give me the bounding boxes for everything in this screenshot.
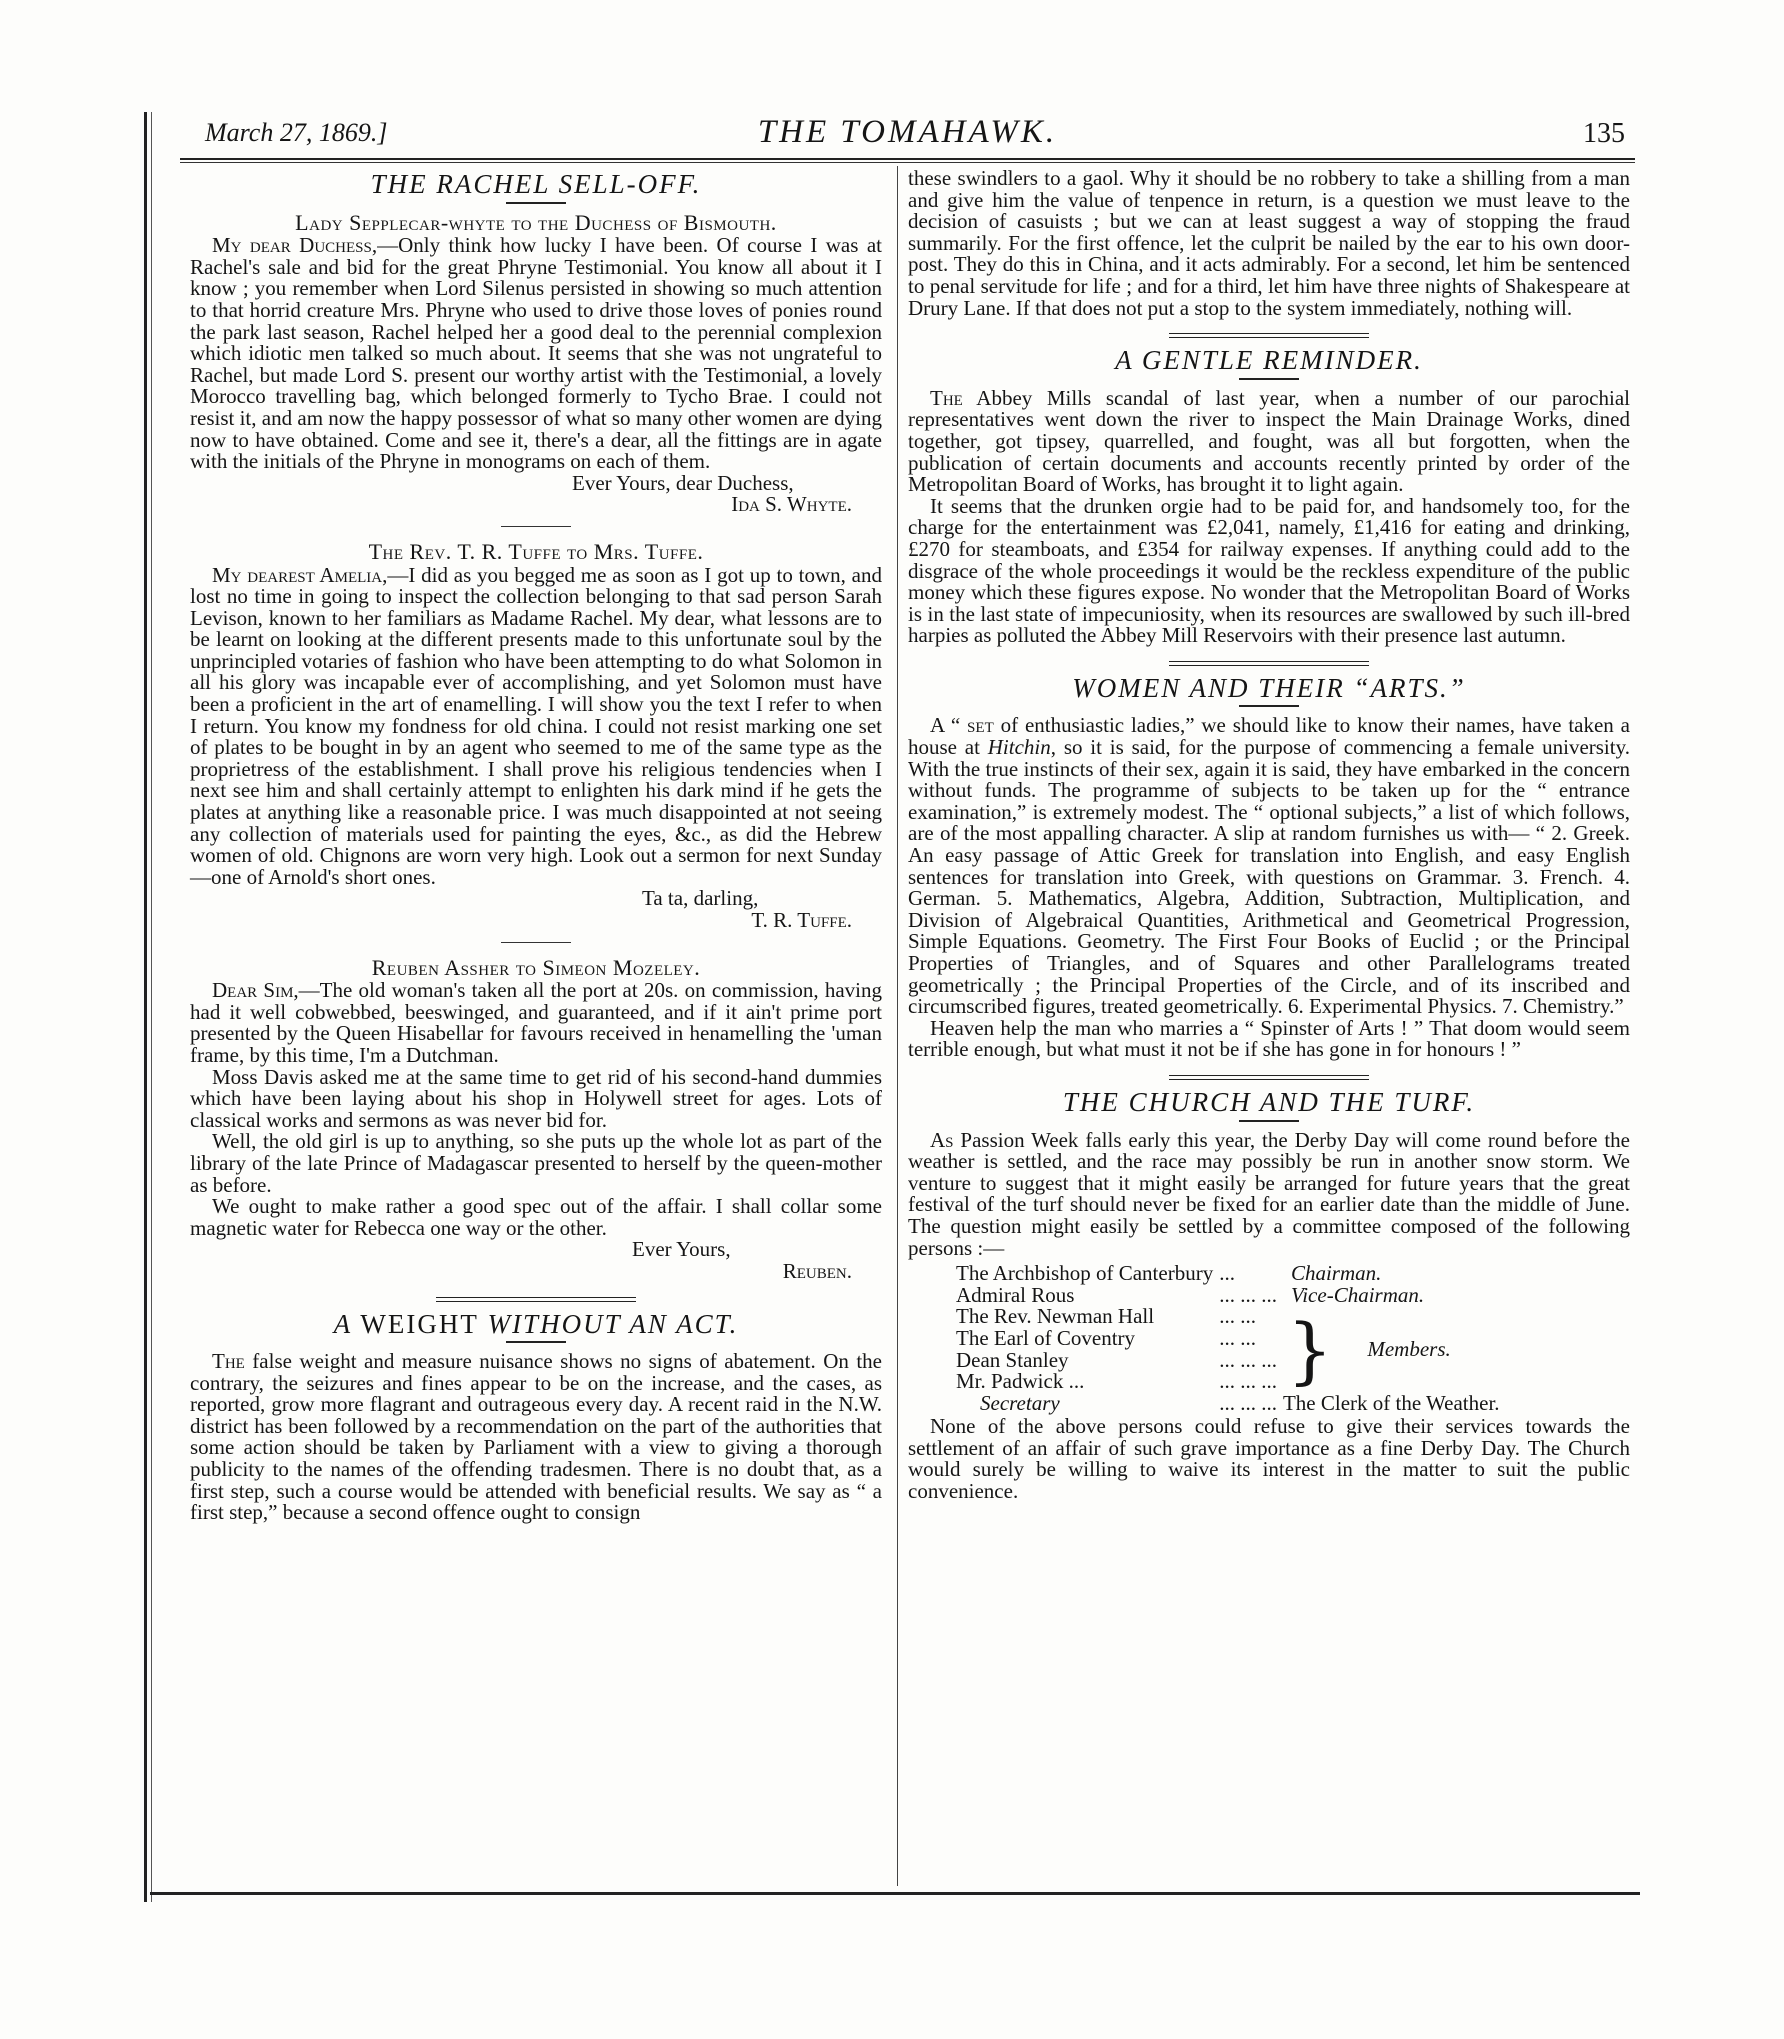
letter-closing: Ever Yours,: [632, 1237, 731, 1262]
committee-row: Mr. Padwick ... ... ... ...: [956, 1369, 1277, 1394]
issue-date: March 27, 1869.]: [205, 118, 388, 147]
committee-row: The Earl of Coventry ... ...: [956, 1325, 1256, 1350]
article-body-continued: these swindlers to a gaol. Why it should be no robbery to take a shilling from a man and give him the value of tenpence in return, is a question we must leave to the decision of casuists ; but we can at least suggest a way of stopping the fraud summarily. For the first offence, let the culprit be nailed by the ear to his own door-post. They do this in China, and it acts admirably. For a second, let him be sentenced to penal servitude for life ; and for a third, let him have three nights of Shakespeare at Drury Lane. If that does not put a stop to the system immediately, nothing will.: [908, 166, 1630, 320]
place-name: Hitchin: [987, 735, 1051, 760]
committee-row: Dean Stanley ... ... ...: [956, 1347, 1277, 1372]
title-rule: [506, 1341, 566, 1343]
letter-body: My dear Duchess,—Only think how lucky I have been. Of course I was at Rachel's sale and bid for the great Phryne Testimonial. You know all about it I know ; you remember when Lord Silenus persisted in showing so much attention to that horrid creature Mrs. Phryne who used to drive those loves of ponies round the park last season, Rachel helped her a good deal to the perennial complexion which idiotic men talked so much about. It seems that she was not ungrateful to Rachel, but made Lord S. present our worthy artist with the Testimonial, a lovely Morocco travelling bag, which belonged formerly to Tycho Brae. I could not resist it, and am now the happy possessor of what so many other women are dying now to have obtained. Come and see it, there's a dear, all the fittings are in agate with the initials of the Phryne in monograms on each of them.: [190, 233, 882, 474]
letter-signature: Ida S. Whyte.: [731, 492, 852, 517]
section-double-rule: [1169, 1075, 1369, 1080]
article-body: The false weight and measure nuisance shows no signs of abatement. On the contrary, the seizures and fines appear to be on the increase, and the cases, as reported, grow more flagrant and outrageous every day. A recent raid in the N.W. district has been followed by a recommendation on the part of the authorities that some action should be taken by Parliament with a view to giving a thorough publicity to the names of the offending tradesmen. There is no doubt that, as a first step, such a course would be attended with beneficial results. We say as “ a first step,” because a second offence ought to consign: [190, 1349, 882, 1525]
article-title-church: THE CHURCH AND THE TURF.: [1062, 1086, 1476, 1117]
masthead-title: THE TOMAHAWK.: [757, 114, 1058, 150]
title-rule: [1239, 1120, 1299, 1122]
letter-signature: Reuben.: [782, 1258, 852, 1283]
committee-row-secretary: Secretary ... ... ... The Clerk of the Weather.: [980, 1390, 1500, 1415]
salutation: My dearest Amelia,: [212, 562, 388, 587]
letter-body: We ought to make rather a good spec out of the affair. I shall collar some magnetic water for Rebecca one way or the other.: [190, 1194, 882, 1240]
letter-heading: The Rev. T. R. Tuffe to Mrs. Tuffe.: [368, 538, 704, 564]
letter-heading: Reuben Assher to Simeon Mozeley.: [371, 954, 701, 980]
page-header: [180, 112, 1635, 160]
section-double-rule: [436, 1297, 636, 1302]
letter-body: Moss Davis asked me at the same time to get rid of his second-hand dummies which have been laying about his shop in Holywell street for ages. Lots of classical works and sermons as was never bid for.: [190, 1064, 882, 1132]
letter-signature: T. R. Tuffe.: [751, 908, 852, 932]
page-number: 135: [1583, 118, 1625, 149]
page-border-left: [144, 112, 147, 1902]
article-body: A “ set of enthusiastic ladies,” we should like to know their names, have taken a house at Hitchin, so it is said, for the purpose of commencing a female university. With the true instincts of their sex, again it is said, they have embarked in the concern without funds. The programme of subjects to be taken up for the “ entrance examination,” is extremely modest. The “ optional subjects,” a list of which follows, are of the most appalling character. A slip at random furnishes us with— “ 2. Greek. An easy passage of Attic Greek for translation into English, and easy English sentences for translation into Greek, with questions on Grammar. 3. French. 4. German. 5. Mathematics, Algebra, Addition, Subtraction, Multiplication, and Division of Algebraical Quantities, Arithmetical and Geometrical Progression, Simple Equations. Geometry. The First Four Books of Euclid ; or the Principal Properties of Triangles, and of Squares and other Parallelograms treated geometrically ; the Principal Properties of the Circle, and of its inscribed and circumscribed figures, treated geometrically. 6. Experimental Physics. 7. Chemistry.”: [908, 713, 1630, 1019]
letter-body: Dear Sim,—The old woman's taken all the port at 20s. on commission, having had it well cobwebbed, beeswinged, and guaranteed, and if it ain't prime port presented by the Queen Hisabellar for favours received in henamelling the 'uman frame, by this time, I'm a Dutchman.: [190, 978, 882, 1067]
column-divider: [897, 166, 898, 1886]
letter-body: Well, the old girl is up to anything, so she puts up the whole lot as part of the library of the late Prince of Madagascar presented to herself by the queen-mother as before.: [190, 1129, 882, 1197]
title-rule: [1239, 378, 1299, 380]
left-column: [190, 169, 882, 1525]
article-body: None of the above persons could refuse to give their services towards the settlement of an affair of such grave importance as a fine Derby Day. The Church would surely be willing to waive its interest in the matter to suit the public convenience.: [908, 1414, 1630, 1504]
right-column: [908, 168, 1630, 1503]
section-double-rule: [1169, 333, 1369, 338]
page-bottom-rule: [150, 1892, 1640, 1895]
article-title-weight: A WEIGHT WITHOUT AN ACT.: [333, 1308, 739, 1339]
article-title-rachel: THE RACHEL SELL-OFF.: [370, 169, 702, 199]
title-rule: [1239, 705, 1299, 707]
article-body: Heaven help the man who marries a “ Spinster of Arts ! ” That doom would seem terrible enough, but what must it not be if she has gone in for honours ! ”: [908, 1015, 1630, 1062]
section-rule: [501, 526, 571, 527]
salutation: Dear Sim,: [212, 978, 299, 1003]
committee-row: The Archbishop of Canterbury ... Chairman.: [956, 1261, 1382, 1286]
members-label: Members.: [1367, 1336, 1451, 1361]
salutation: My dear Duchess,: [212, 233, 378, 258]
article-body: The Abbey Mills scandal of last year, when a number of our parochial representatives went down the river to inspect the Main Drainage Works, dined together, got tipsey, quarrelled, and fought, was all but forgotten, when the publication of certain documents and accounts recently printed by order of the Metropolitan Board of Works, has brought it to light again.: [908, 385, 1630, 497]
letter-closing: Ta ta, darling,: [642, 886, 759, 911]
header-rule: [180, 162, 1635, 163]
article-body: As Passion Week falls early this year, the Derby Day will come round before the weather is settled, and the race may possibly be run in another snow storm. We venture to suggest that it might easily be arranged for future years that the great festival of the turf should never be fixed for an earlier date than the middle of June. The question might easily be settled by a committee composed of the following persons :—: [908, 1127, 1630, 1260]
committee-row: Admiral Rous ... ... ... Vice-Chairman.: [956, 1282, 1425, 1307]
letter-heading: Lady Sepplecar-whyte to the Duchess of Bismouth.: [295, 209, 777, 235]
page-border-left-inner: [151, 112, 152, 1902]
article-title-reminder: A GENTLE REMINDER.: [1115, 345, 1423, 376]
letter-body: My dearest Amelia,—I did as you begged me as soon as I got up to town, and lost no time in going to inspect the collection belonging to that sad person Sarah Levison, known to her familiars as Madame Rachel. My dear, what lessons are to be learnt on looking at the different presents made to this unfortunate soul by the unprincipled votaries of fashion who have been attempting to do what Solomon in all his glory was incapable ever of accomplishing, and yet Solomon must have been a proficient in the art of enamelling. I will show you the text I refer to when I return. You know my fondness for old china. I could not resist marking one set of plates to be bought in by an agent who seemed to me of the same type as the proprietress of the establishment. I shall prove his religious tendencies when I next see him and shall certainly attempt to enlighten his dark mind if he gets the plates at anything like a reasonable price. I was much disappointed at not seeing any collection of materials used for painting the eyes, &c., as did the Hebrew women of old. Chignons are worn very high. Look out a sermon for next Sunday—one of Arnold's short ones.: [190, 562, 882, 889]
brace-symbol: }: [1286, 1307, 1333, 1392]
article-body: It seems that the drunken orgie had to be paid for, and handsomely too, for the charge for the entertainment was £2,041, namely, £1,416 for eating and drinking, £270 for steamboats, and £354 for railway expenses. If anything could add to the disgrace of the whole proceedings it would be the reckless expenditure of the public money which these figures expose. No wonder that the Metropolitan Board of Works is in the last state of impecuniosity, when its resources are swallowed by such ill-bred harpies as polluted the Abbey Mill Reservoirs with their presence last autumn.: [908, 493, 1630, 648]
title-rule: [506, 202, 566, 204]
letter-closing: Ever Yours, dear Duchess,: [572, 470, 794, 495]
committee-table: [956, 1263, 1500, 1414]
section-rule: [501, 942, 571, 943]
committee-row: The Rev. Newman Hall ... ... } Members.: [956, 1306, 1500, 1328]
article-title-women: WOMEN AND THEIR “ARTS.”: [1072, 672, 1466, 703]
section-double-rule: [1169, 661, 1369, 666]
